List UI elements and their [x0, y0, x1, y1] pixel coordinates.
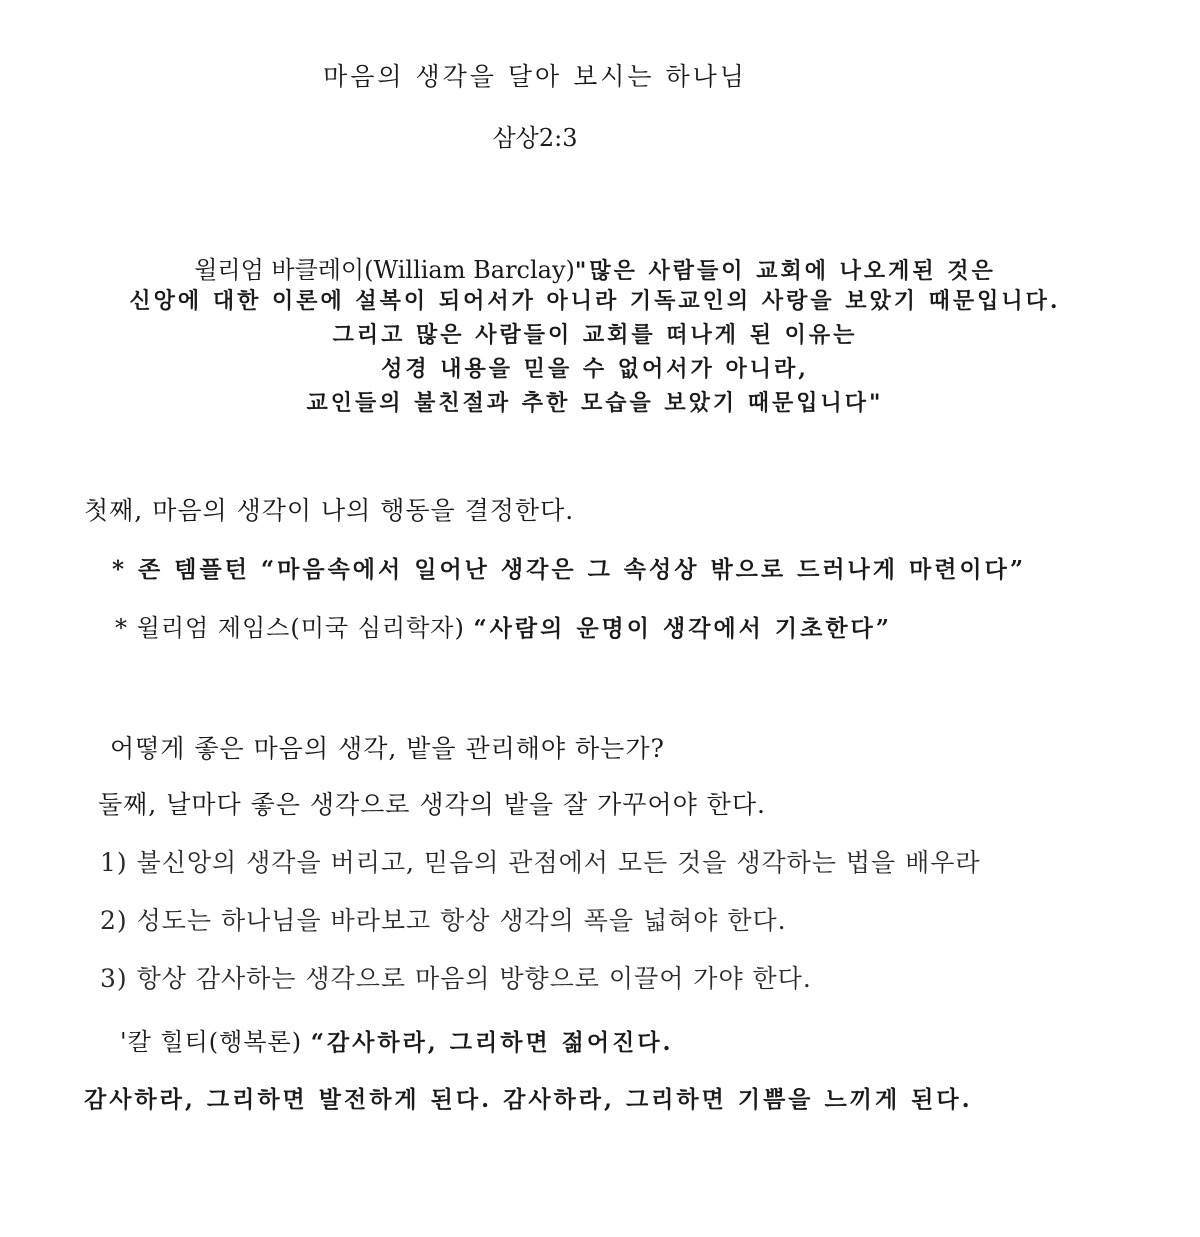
guiding-question: 어떻게 좋은 마음의 생각, 밭을 관리해야 하는가?	[110, 734, 665, 763]
scripture-reference: 삼상2:3	[492, 124, 578, 152]
page-title: 마음의 생각을 달아 보시는 하나님	[323, 62, 747, 91]
quote-text-1: "많은 사람들이 교회에 나오게된 것은	[574, 258, 996, 284]
section-1-heading: 첫째, 마음의 생각이 나의 행동을 결정한다.	[84, 496, 575, 525]
list-item-2: 2) 성도는 하나님을 바라보고 항상 생각의 폭을 넓혀야 한다.	[100, 906, 787, 935]
section-2-heading: 둘째, 날마다 좋은 생각으로 생각의 밭을 잘 가꾸어야 한다.	[98, 790, 766, 819]
quote-author: 윌리엄 바클레이(William Barclay)	[194, 256, 575, 284]
barclay-quote-line-1	[0, 256, 1190, 285]
list-item-1: 1) 불신앙의 생각을 버리고, 믿음의 관점에서 모든 것을 생각하는 법을 배우라	[100, 848, 981, 877]
james-quote-text: “사람의 운명이 생각에서 기초한다”	[473, 615, 892, 642]
list-item-3: 3) 항상 감사하는 생각으로 마음의 방향으로 이끌어 가야 한다.	[100, 964, 812, 993]
barclay-quote-line-3: 그리고 많은 사람들이 교회를 떠나게 된 이유는	[332, 322, 858, 348]
templeton-quote: * 존 템플턴 “마음속에서 일어난 생각은 그 속성상 밖으로 드러나게 마련이다”	[112, 556, 1027, 583]
barclay-quote-line-2: 신앙에 대한 이론에 설복이 되어서가 아니라 기독교인의 사랑을 보았기 때문입니다.	[129, 288, 1061, 314]
james-quote-prefix: * 윌리엄 제임스(미국 심리학자)	[115, 614, 474, 642]
hilty-quote	[120, 1028, 674, 1058]
closing-line: 감사하라, 그리하면 발전하게 된다. 감사하라, 그리하면 기쁨을 느끼게 된다.	[84, 1086, 973, 1113]
hilty-quote-text: “감사하라, 그리하면 젊어진다.	[310, 1029, 674, 1056]
james-quote	[115, 614, 892, 644]
barclay-quote-line-4: 성경 내용을 믿을 수 없어서가 아니라,	[381, 356, 809, 382]
hilty-quote-prefix: '칼 힐티(행복론)	[120, 1028, 311, 1056]
barclay-quote-line-5: 교인들의 불친절과 추한 모습을 보았기 때문입니다"	[306, 390, 884, 416]
